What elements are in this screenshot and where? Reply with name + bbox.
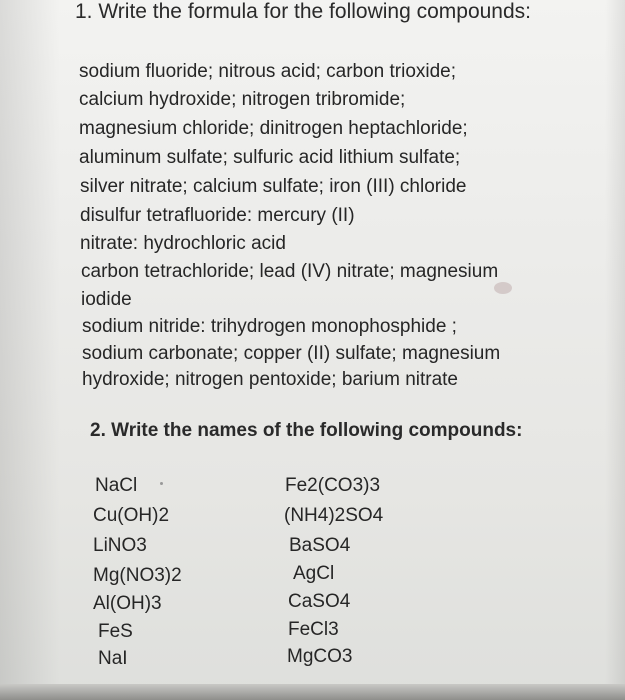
q1-line: sodium carbonate; copper (II) sulfate; magnesium — [82, 343, 501, 364]
q1-line: nitrate: hydrochloric acid — [80, 233, 286, 254]
formula-item: FeS — [98, 621, 133, 642]
q1-line: hydroxide; nitrogen pentoxide; barium nitrate — [82, 369, 459, 390]
q1-line: aluminum sulfate; sulfuric acid lithium sulfate; — [79, 147, 461, 168]
question-2-title: 2. Write the names of the following compounds: — [90, 420, 523, 441]
formula-item: FeCl3 — [288, 619, 339, 640]
q1-line: magnesium chloride; dinitrogen heptachloride; — [79, 118, 468, 139]
formula-item: BaSO4 — [289, 535, 351, 556]
formula-item: NaCl — [95, 475, 138, 496]
formula-item: Mg(NO3)2 — [93, 565, 182, 586]
formula-item: LiNO3 — [93, 535, 147, 556]
q1-line: carbon tetrachloride; lead (IV) nitrate; magnesium — [81, 261, 499, 282]
formula-item: MgCO3 — [287, 646, 353, 667]
page-bottom-edge — [0, 684, 625, 700]
question-1-title: 1. Write the formula for the following compounds: — [75, 0, 532, 23]
q1-line: sodium nitride: trihydrogen monophosphide ; — [82, 316, 457, 337]
formula-item: (NH4)2SO4 — [284, 505, 384, 526]
paper-smudge — [494, 282, 512, 294]
formula-item: Cu(OH)2 — [93, 505, 170, 526]
formula-item: Al(OH)3 — [93, 593, 162, 614]
q1-line: iodide — [81, 289, 132, 310]
q1-line: silver nitrate; calcium sulfate; iron (III) chloride — [80, 176, 467, 197]
formula-item: Fe2(CO3)3 — [285, 475, 381, 496]
formula-item: AgCl — [293, 563, 335, 584]
q1-line: disulfur tetrafluoride: mercury (II) — [80, 205, 355, 226]
formula-item: NaI — [98, 648, 128, 669]
page-shadow-left — [0, 0, 60, 700]
page-shadow-right — [605, 0, 625, 700]
pencil-dot — [160, 482, 163, 485]
q1-line: sodium fluoride; nitrous acid; carbon trioxide; — [79, 61, 457, 82]
q1-line: calcium hydroxide; nitrogen tribromide; — [79, 89, 406, 110]
formula-item: CaSO4 — [288, 591, 351, 612]
